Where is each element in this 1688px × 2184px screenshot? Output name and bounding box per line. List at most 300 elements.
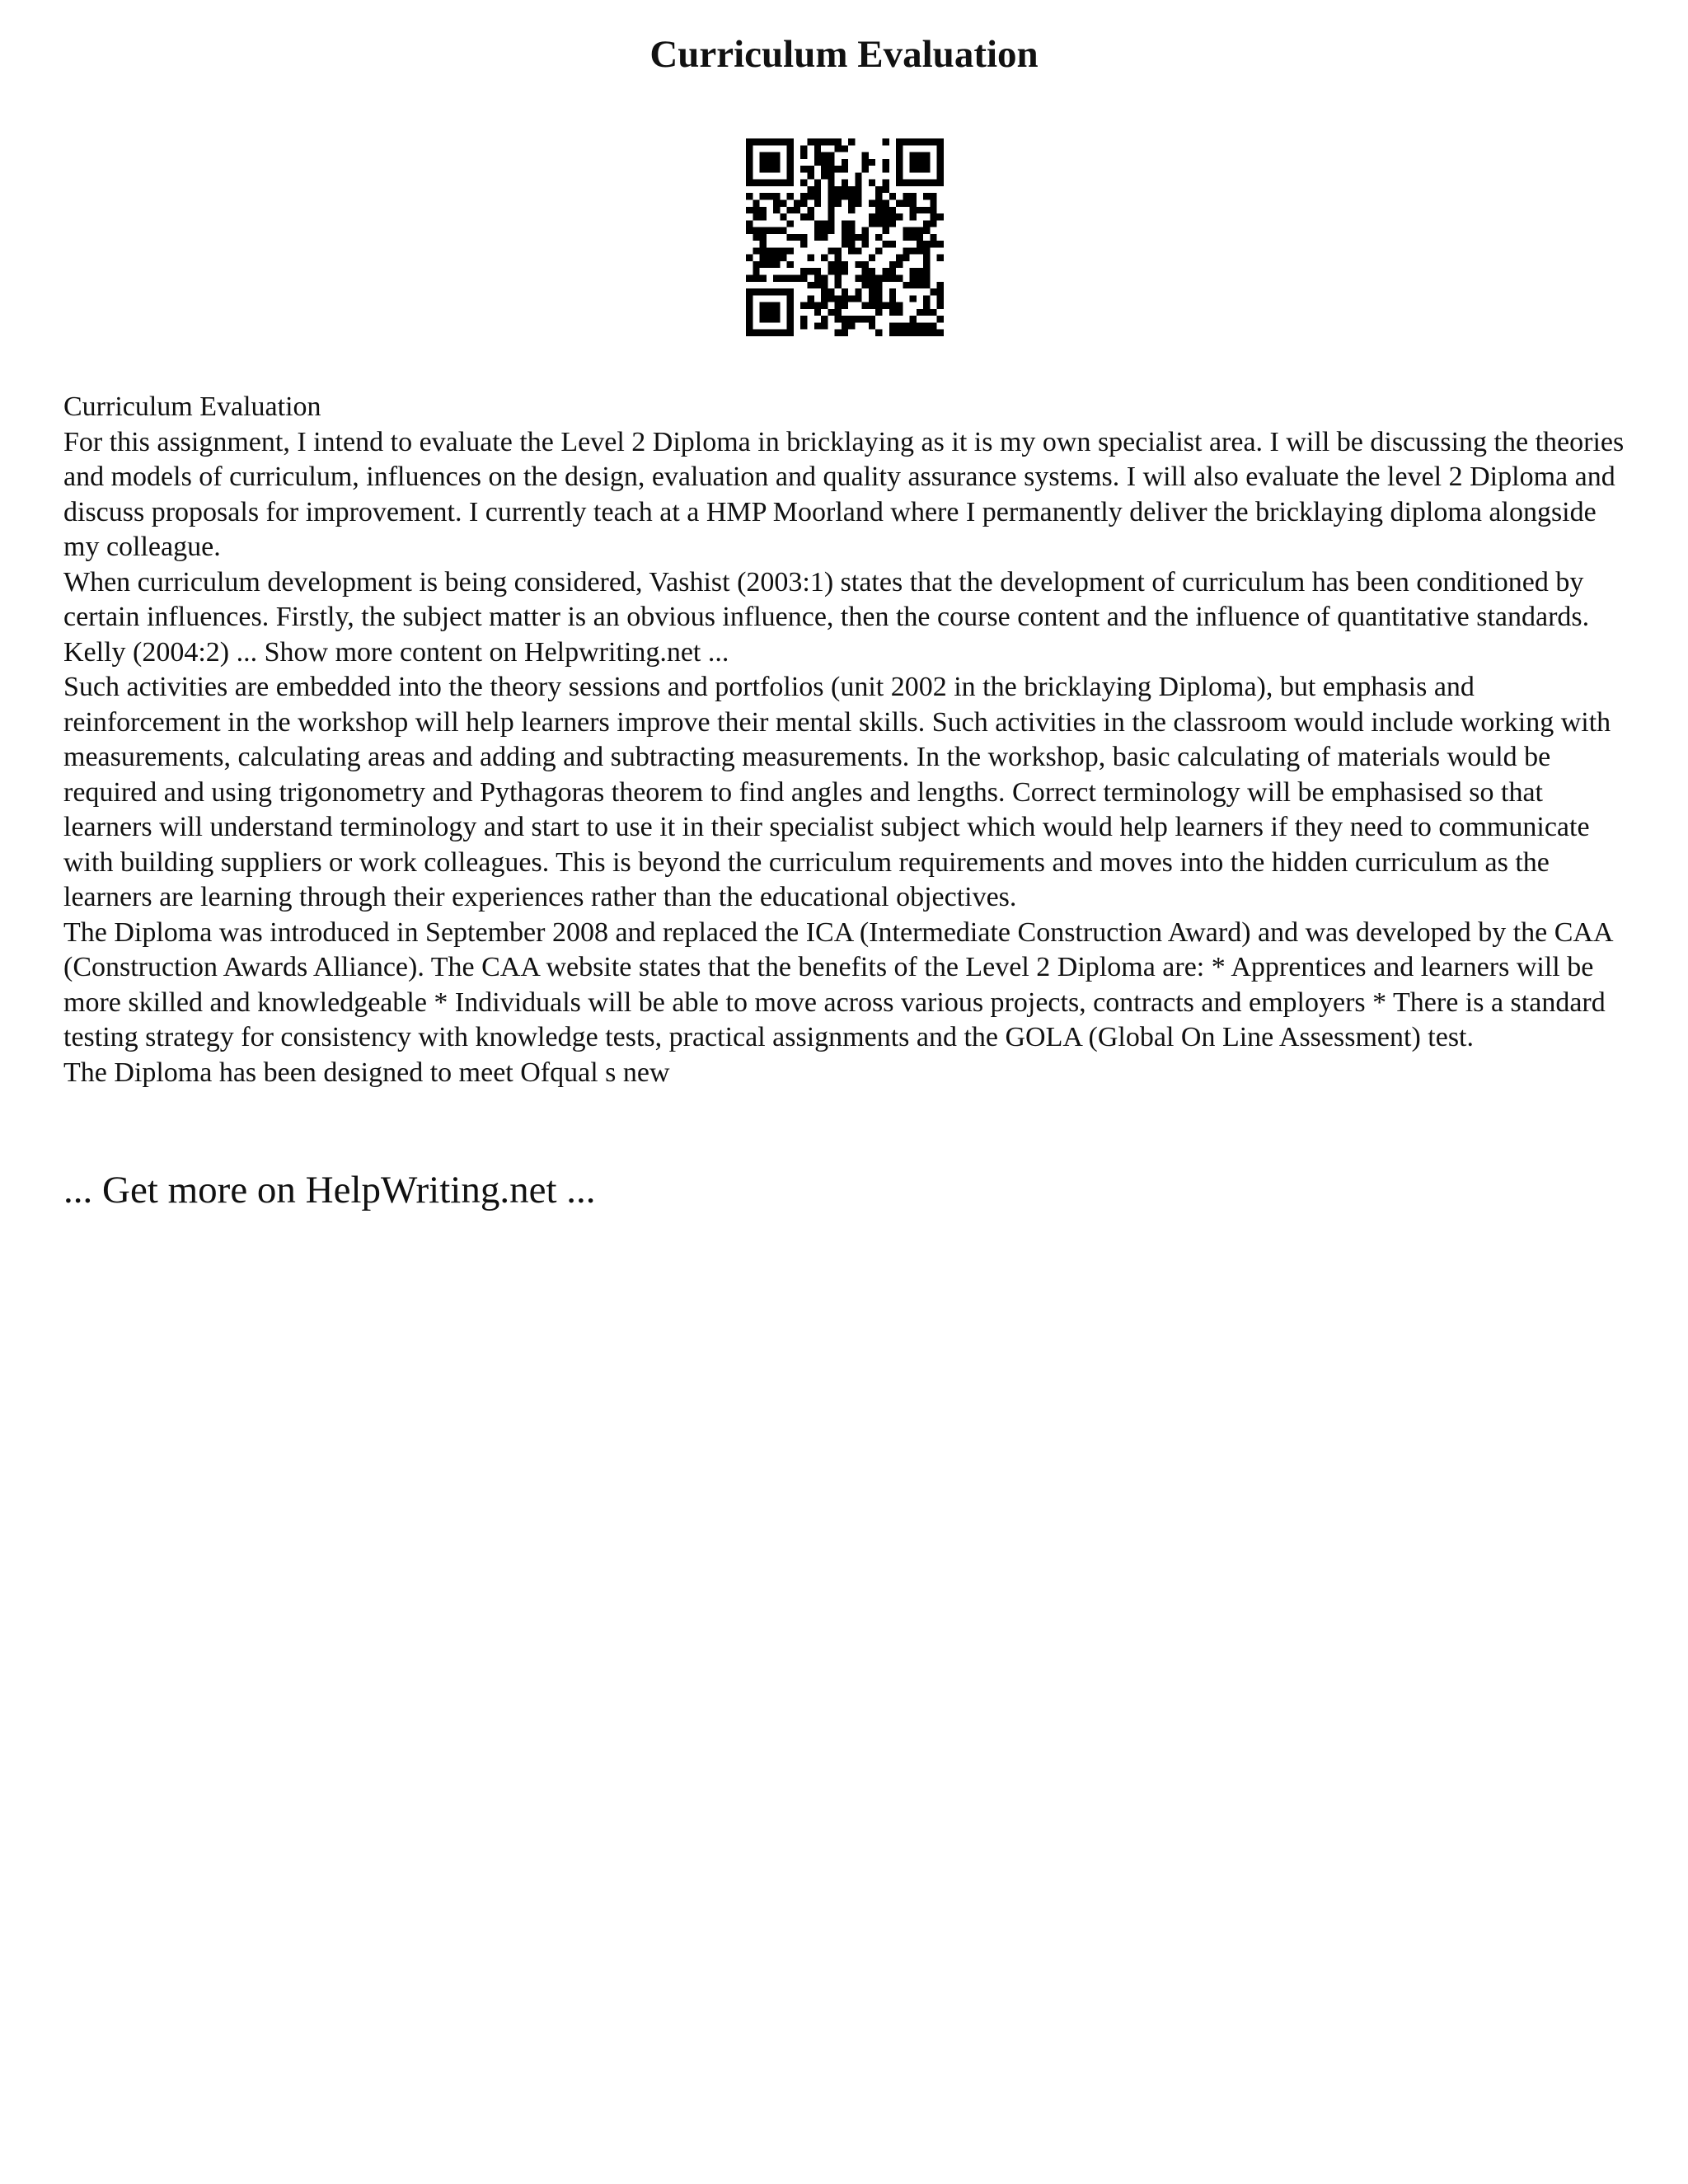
qr-module (903, 199, 909, 206)
qr-module (923, 322, 930, 329)
qr-module (923, 193, 930, 199)
qr-module (896, 152, 903, 159)
qr-module (875, 193, 882, 199)
qr-module (746, 275, 753, 282)
qr-module (869, 295, 875, 302)
qr-module (889, 295, 896, 302)
qr-module (835, 309, 842, 316)
qr-module (896, 330, 903, 336)
qr-module (835, 302, 842, 309)
qr-module (835, 261, 842, 268)
qr-module (773, 261, 780, 268)
qr-module (842, 241, 848, 247)
qr-module (855, 316, 861, 322)
qr-module (773, 247, 780, 254)
qr-module (875, 234, 882, 241)
qr-module (842, 166, 848, 172)
qr-module (780, 213, 786, 220)
qr-module (767, 180, 773, 186)
qr-module (855, 275, 861, 282)
qr-module (814, 159, 821, 166)
qr-module (773, 255, 780, 261)
qr-module (787, 207, 794, 213)
qr-module (787, 234, 794, 241)
qr-module (753, 199, 759, 206)
qr-module (903, 330, 909, 336)
qr-module (875, 288, 882, 295)
qr-module (923, 282, 930, 288)
paragraph: Such activities are embedded into the theory sessions and portfolios (unit 2002 in the bricklaying Diploma), but emphasis and reinforcement in the workshop will help learners improve their mental skills. Such activities in the classroom would include working with measurements, calculating areas and adding and subtracting measurements. In the workshop, basic calculating of materials would be required and using trigonometry and Pythagoras theorem to find angles and lengths. Correct terminology will be emphasised so that learners will understand terminology and start to use it in their specialist subject which would help learners if they need to communicate with building suppliers or work colleagues. This is beyond the curriculum requirements and moves into the hidden curriculum as the learners are learning through their experiences rather than the educational objectives. (63, 672, 1611, 912)
qr-module (800, 152, 807, 159)
qr-module (767, 316, 773, 322)
qr-module (800, 234, 807, 241)
qr-module (917, 207, 923, 213)
qr-module (937, 316, 944, 322)
qr-module (807, 172, 814, 179)
qr-module (923, 207, 930, 213)
qr-module (800, 180, 807, 186)
qr-module (896, 302, 903, 309)
qr-module (848, 234, 855, 241)
qr-module (787, 193, 794, 199)
qr-module (917, 166, 923, 172)
qr-module (800, 166, 807, 172)
qr-module (910, 322, 917, 329)
qr-module (753, 268, 759, 274)
qr-module (910, 268, 917, 274)
qr-module (807, 207, 814, 213)
qr-module (767, 166, 773, 172)
qr-module (875, 302, 882, 309)
qr-module (767, 152, 773, 159)
qr-module (807, 295, 814, 302)
qr-module (862, 159, 869, 166)
qr-module (835, 193, 842, 199)
qr-module (875, 330, 882, 336)
qr-module (910, 234, 917, 241)
qr-module (910, 180, 917, 186)
qr-module (883, 207, 889, 213)
qr-module (814, 180, 821, 186)
qr-module (855, 180, 861, 186)
qr-module (930, 330, 936, 336)
qr-module (903, 180, 909, 186)
qr-module (828, 268, 834, 274)
qr-module (875, 186, 882, 193)
qr-module (848, 247, 855, 254)
qr-module (828, 180, 834, 186)
qr-module (875, 295, 882, 302)
qr-module (855, 186, 861, 193)
qr-module (848, 316, 855, 322)
qr-module (855, 295, 861, 302)
qr-module (869, 213, 875, 220)
qr-module (760, 241, 767, 247)
qr-module (780, 227, 786, 234)
qr-module (917, 322, 923, 329)
qr-module (842, 186, 848, 193)
qr-module (930, 309, 936, 316)
qr-module (828, 227, 834, 234)
qr-module (800, 322, 807, 329)
qr-module (937, 138, 944, 145)
qr-module (760, 193, 767, 199)
qr-module (896, 138, 903, 145)
qr-module (937, 330, 944, 336)
qr-module (848, 199, 855, 206)
qr-module (800, 268, 807, 274)
qr-module (773, 275, 780, 282)
qr-module (773, 152, 780, 159)
qr-module (896, 213, 903, 220)
page-title: Curriculum Evaluation (649, 33, 1039, 76)
qr-module (814, 220, 821, 227)
qr-module (910, 295, 917, 302)
qr-module (787, 138, 794, 145)
qr-module (930, 322, 936, 329)
qr-module (862, 268, 869, 274)
qr-module (814, 275, 821, 282)
qr-module (807, 166, 814, 172)
qr-module (787, 166, 794, 172)
qr-module (760, 255, 767, 261)
qr-module (869, 220, 875, 227)
qr-module (821, 138, 828, 145)
qr-module (910, 316, 917, 322)
qr-module (910, 282, 917, 288)
qr-module (746, 180, 753, 186)
qr-module (869, 268, 875, 274)
qr-module (842, 330, 848, 336)
qr-module (869, 302, 875, 309)
qr-module (855, 234, 861, 241)
qr-module (937, 302, 944, 309)
qr-module (780, 288, 786, 295)
qr-module (855, 199, 861, 206)
qr-module (814, 199, 821, 206)
qr-module (807, 255, 814, 261)
qr-module (848, 138, 855, 145)
qr-module (821, 152, 828, 159)
qr-module (896, 159, 903, 166)
qr-module (889, 302, 896, 309)
qr-module (896, 322, 903, 329)
qr-module (869, 255, 875, 261)
paragraph: The Diploma was introduced in September 2008 and replaced the ICA (Intermediate Construction Award) and was developed by the CAA (Construction Awards Alliance). The CAA website states that the benefits of the Level 2 Diploma are: * Apprentices and learners will be more skilled and knowledgeable * Individuals will be able to move across various projects, contracts and employers * There is a standard testing strategy for consistency with knowledge tests, practical assignments and the GOLA (Global On Line Assessment) test. (63, 916, 1612, 1052)
qr-module (842, 288, 848, 295)
qr-module (875, 275, 882, 282)
qr-module (903, 234, 909, 241)
qr-module (917, 309, 923, 316)
get-more-link[interactable]: ... Get more on HelpWriting.net ... (63, 1169, 596, 1212)
qr-module (746, 295, 753, 302)
qr-module (930, 180, 936, 186)
qr-module (889, 207, 896, 213)
qr-module (800, 199, 807, 206)
qr-module (821, 227, 828, 234)
qr-module (896, 199, 903, 206)
qr-module (923, 275, 930, 282)
qr-module (862, 261, 869, 268)
qr-module (753, 227, 759, 234)
qr-module (780, 180, 786, 186)
qr-module (869, 199, 875, 206)
qr-module (923, 309, 930, 316)
qr-module (787, 145, 794, 152)
qr-module (842, 302, 848, 309)
qr-module (780, 255, 786, 261)
qr-module (787, 322, 794, 329)
qr-module (753, 288, 759, 295)
qr-module (875, 220, 882, 227)
qr-module (828, 247, 834, 254)
qr-module (848, 186, 855, 193)
qr-module (767, 138, 773, 145)
qr-module (923, 330, 930, 336)
qr-module (760, 207, 767, 213)
qr-module (903, 255, 909, 261)
qr-module (930, 213, 936, 220)
qr-module (923, 227, 930, 234)
qr-module (937, 255, 944, 261)
qr-module (814, 145, 821, 152)
qr-module (746, 207, 753, 213)
qr-module (760, 234, 767, 241)
qr-module (753, 180, 759, 186)
qr-module (753, 275, 759, 282)
qr-module (760, 302, 767, 309)
qr-module (883, 220, 889, 227)
qr-module (787, 316, 794, 322)
qr-module (923, 268, 930, 274)
qr-module (923, 152, 930, 159)
qr-module (889, 288, 896, 295)
qr-module (842, 295, 848, 302)
qr-module (855, 261, 861, 268)
qr-module (787, 309, 794, 316)
qr-module (821, 288, 828, 295)
qr-module (917, 330, 923, 336)
qr-module (787, 172, 794, 179)
qr-module (787, 180, 794, 186)
qr-module (760, 316, 767, 322)
qr-module (760, 288, 767, 295)
qr-module (923, 220, 930, 227)
qr-module (862, 241, 869, 247)
qr-module (930, 207, 936, 213)
qr-module (875, 282, 882, 288)
qr-module (883, 138, 889, 145)
qr-module (780, 138, 786, 145)
qr-module (923, 302, 930, 309)
qr-module (896, 180, 903, 186)
qr-module (875, 207, 882, 213)
qr-module (930, 199, 936, 206)
qr-module (787, 261, 794, 268)
qr-module (800, 193, 807, 199)
qr-module (917, 275, 923, 282)
qr-module (800, 275, 807, 282)
qr-module (760, 275, 767, 282)
qr-module (883, 213, 889, 220)
qr-module (910, 330, 917, 336)
qr-module (787, 288, 794, 295)
qr-module (937, 241, 944, 247)
qr-module (773, 199, 780, 206)
qr-module (835, 316, 842, 322)
qr-module (848, 207, 855, 213)
qr-module (848, 227, 855, 234)
qr-module (835, 295, 842, 302)
qr-module (937, 172, 944, 179)
qr-module (753, 330, 759, 336)
qr-module (828, 207, 834, 213)
qr-module (917, 268, 923, 274)
qr-module (767, 288, 773, 295)
qr-module (910, 138, 917, 145)
qr-module (746, 316, 753, 322)
qr-module (835, 199, 842, 206)
qr-module (787, 159, 794, 166)
qr-module (794, 207, 800, 213)
qr-module (855, 193, 861, 199)
qr-module (773, 166, 780, 172)
qr-module (903, 247, 909, 254)
qr-module (910, 247, 917, 254)
qr-module (760, 247, 767, 254)
paragraph: When curriculum development is being considered, Vashist (2003:1) states that the development of curriculum has been conditioned by certain influences. Firstly, the subject matter is an obvious influence, then the course content and the influence of quantitative standards. Kelly (2004:2) ... Show more content on Helpwriting.net ... (63, 566, 1590, 668)
qr-module (862, 152, 869, 159)
qr-module (869, 282, 875, 288)
qr-module (828, 295, 834, 302)
qr-module (937, 282, 944, 288)
qr-module (889, 241, 896, 247)
qr-module (746, 145, 753, 152)
qr-module (937, 166, 944, 172)
qr-module (767, 227, 773, 234)
qr-module (875, 213, 882, 220)
qr-module (746, 227, 753, 234)
qr-module (910, 193, 917, 199)
qr-module (800, 316, 807, 322)
qr-module (767, 193, 773, 199)
qr-module (814, 138, 821, 145)
qr-module (910, 275, 917, 282)
qr-module (903, 322, 909, 329)
qr-module (773, 193, 780, 199)
qr-module (746, 138, 753, 145)
qr-module (753, 213, 759, 220)
qr-module (753, 247, 759, 254)
qr-module (896, 172, 903, 179)
qr-module (896, 309, 903, 316)
qr-module (883, 180, 889, 186)
qr-module (794, 275, 800, 282)
qr-module (930, 288, 936, 295)
qr-module (746, 172, 753, 179)
qr-module (746, 152, 753, 159)
qr-module (814, 234, 821, 241)
qr-module (746, 302, 753, 309)
qr-module (896, 275, 903, 282)
qr-module (848, 241, 855, 247)
qr-module (842, 227, 848, 234)
qr-module (855, 288, 861, 295)
qr-module (821, 295, 828, 302)
qr-module (910, 152, 917, 159)
qr-module (760, 180, 767, 186)
paragraph: The Diploma has been designed to meet Ofqual s new (63, 1057, 670, 1088)
qr-module (814, 227, 821, 234)
qr-module (910, 227, 917, 234)
qr-module (828, 186, 834, 193)
qr-module (814, 322, 821, 329)
qr-module (896, 166, 903, 172)
qr-module (937, 152, 944, 159)
qr-module (753, 261, 759, 268)
qr-module (814, 152, 821, 159)
qr-module (753, 234, 759, 241)
qr-module (889, 213, 896, 220)
qr-module (923, 180, 930, 186)
qr-code-image (746, 138, 944, 336)
qr-module (883, 302, 889, 309)
qr-module (903, 282, 909, 288)
qr-module (828, 288, 834, 295)
qr-module (767, 309, 773, 316)
qr-module (780, 275, 786, 282)
qr-code-graphic (746, 138, 944, 336)
qr-module (842, 322, 848, 329)
qr-module (923, 166, 930, 172)
qr-module (807, 213, 814, 220)
qr-module (869, 180, 875, 186)
qr-module (937, 213, 944, 220)
qr-module (917, 180, 923, 186)
qr-module (760, 166, 767, 172)
qr-module (835, 282, 842, 288)
qr-module (760, 138, 767, 145)
qr-module (828, 193, 834, 199)
qr-module (821, 302, 828, 309)
qr-module (855, 247, 861, 254)
qr-module (862, 302, 869, 309)
qr-module (787, 275, 794, 282)
qr-module (937, 159, 944, 166)
qr-module (773, 316, 780, 322)
qr-module (869, 316, 875, 322)
qr-module (753, 138, 759, 145)
qr-module (930, 234, 936, 241)
qr-module (910, 159, 917, 166)
qr-module (903, 227, 909, 234)
qr-module (862, 282, 869, 288)
qr-module (787, 220, 794, 227)
qr-module (848, 193, 855, 199)
qr-module (883, 275, 889, 282)
qr-module (746, 220, 753, 227)
qr-module (923, 295, 930, 302)
qr-module (773, 288, 780, 295)
body-heading: Curriculum Evaluation (63, 391, 321, 422)
qr-module (889, 261, 896, 268)
qr-module (746, 166, 753, 172)
qr-module (910, 199, 917, 206)
qr-module (923, 138, 930, 145)
qr-module (760, 330, 767, 336)
qr-module (746, 255, 753, 261)
qr-module (923, 261, 930, 268)
